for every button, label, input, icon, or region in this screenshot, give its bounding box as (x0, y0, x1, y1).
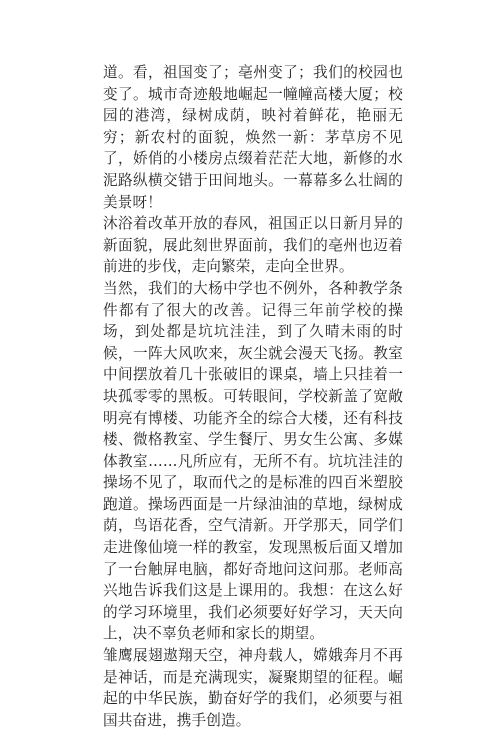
paragraph-1: 道。看，祖国变了；亳州变了；我们的校园也变了。城市奇迹般地崛起一幢幢高楼大厦；校园的港湾，绿树成荫，映衬着鲜花，艳丽无穷；新农村的面貌，焕然一新：茅草房不见了，娇俏的小楼房点缀着茫茫大地，新修的水泥路纵横交错于田间地头。一幕幕多么壮阔的美景呀！ (103, 64, 403, 211)
paragraph-4: 雏鹰展翅遨翔天空，神舟载人，嫦娥奔月不再是神话，而是充满现实，凝聚期望的征程。崛起的中华民族，勤奋好学的我们，必须要与祖国共奋进，携手创造。 (103, 647, 403, 729)
paragraph-2: 沐浴着改革开放的春风，祖国正以日新月异的新面貌，展此刻世界面前，我们的亳州也迈着前进的步伐，走向繁荣，走向全世界。 (103, 215, 403, 276)
paragraph-3: 当然，我们的大杨中学也不例外，各种教学条件都有了很大的改善。记得三年前学校的操场，到处都是坑坑洼洼，到了久晴未雨的时候，一阵大风吹来，灰尘就会漫天飞扬。教室中间摆放着几十张破旧的课桌，墙上只挂着一块孤零零的黑板。可转眼间，学校新盖了宽敞明亮有博楼、功能齐全的综合大楼，还有科技楼、微格教室、学生餐厅、男女生公寓、多媒体教室……凡所应有，无所不有。坑坑洼洼的操场不见了，取而代之的是标准的四百米塑胶跑道。操场西面是一片绿油油的草地，绿树成荫，鸟语花香，空气清新。开学那天，同学们走进像仙境一样的教室，发现黑板后面又增加了一台触屏电脑，都好奇地问这问那。老师高兴地告诉我们这是上课用的。我想：在这么好的学习环境里，我们必须要好好学习，天天向上，决不辜负老师和家长的期望。 (103, 279, 403, 643)
essay-body (103, 62, 403, 731)
